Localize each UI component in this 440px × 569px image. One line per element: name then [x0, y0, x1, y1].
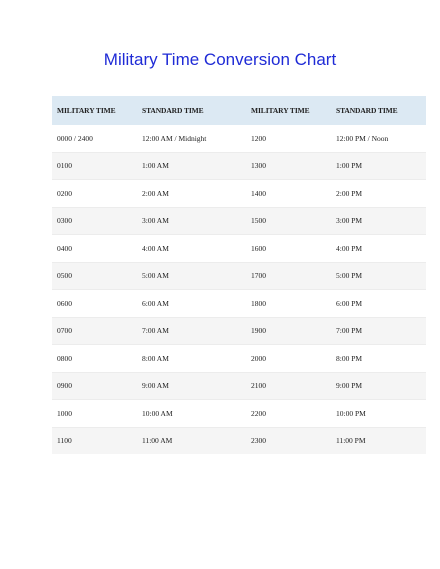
table-row [52, 317, 426, 345]
military-time-cell: 0500 [52, 262, 137, 290]
table-row [52, 152, 426, 180]
header-standard-time: STANDARD TIME [331, 96, 426, 125]
military-time-cell: 1000 [52, 400, 137, 428]
standard-time-cell: 2:00 AM [137, 180, 246, 208]
standard-time-cell: 4:00 PM [331, 235, 426, 263]
military-time-cell: 2200 [246, 400, 331, 428]
standard-time-cell: 1:00 PM [331, 152, 426, 180]
standard-time-cell: 6:00 AM [137, 290, 246, 318]
standard-time-cell: 11:00 AM [137, 427, 246, 454]
standard-time-cell: 8:00 PM [331, 345, 426, 373]
standard-time-cell: 2:00 PM [331, 180, 426, 208]
military-time-cell: 0700 [52, 317, 137, 345]
table-row [52, 400, 426, 428]
standard-time-cell: 12:00 PM / Noon [336, 133, 389, 143]
table-row [52, 207, 426, 235]
military-time-cell: 0800 [52, 345, 137, 373]
header-military-time: MILITARY TIME [52, 96, 137, 125]
military-time-cell: 2000 [246, 345, 331, 373]
table-row [52, 345, 426, 373]
table-row [52, 125, 426, 152]
table-row [52, 262, 426, 290]
standard-time-cell: 5:00 AM [137, 262, 246, 290]
header-standard-time: STANDARD TIME [137, 96, 246, 125]
standard-time-cell: 9:00 AM [137, 372, 246, 400]
military-time-cell: 1400 [246, 180, 331, 208]
page-title: Military Time Conversion Chart [103, 50, 337, 69]
military-time-cell: 0400 [52, 235, 137, 263]
conversion-table [52, 96, 426, 454]
table-row [52, 427, 426, 454]
standard-time-cell: 8:00 AM [137, 345, 246, 373]
military-time-cell: 1300 [246, 152, 331, 180]
standard-time-cell: 5:00 PM [331, 262, 426, 290]
standard-time-cell: 6:00 PM [331, 290, 426, 318]
standard-time-cell: 1:00 AM [137, 152, 246, 180]
table-row [52, 180, 426, 208]
military-time-cell: 2300 [246, 427, 331, 454]
military-time-cell: 1800 [246, 290, 331, 318]
military-time-cell: 0100 [52, 152, 137, 180]
military-time-cell: 0900 [52, 372, 137, 400]
standard-time-cell: 9:00 PM [331, 372, 426, 400]
military-time-cell: 2100 [246, 372, 331, 400]
military-time-cell: 1900 [246, 317, 331, 345]
military-time-cell: 1500 [246, 207, 331, 235]
military-time-cell: 1700 [246, 262, 331, 290]
military-time-cell: 0300 [52, 207, 137, 235]
header-military-time: MILITARY TIME [246, 96, 331, 125]
standard-time-cell: 12:00 AM / Midnight [142, 133, 207, 143]
standard-time-cell: 10:00 AM [137, 400, 246, 428]
table-row [52, 372, 426, 400]
standard-time-cell: 4:00 AM [137, 235, 246, 263]
standard-time-cell: 11:00 PM [331, 427, 426, 454]
table-row [52, 290, 426, 318]
standard-time-cell: 7:00 PM [331, 317, 426, 345]
standard-time-cell: 10:00 PM [331, 400, 426, 428]
standard-time-cell: 3:00 AM [137, 207, 246, 235]
military-time-cell: 0000 / 2400 [57, 133, 93, 143]
military-time-cell: 0200 [52, 180, 137, 208]
standard-time-cell: 3:00 PM [331, 207, 426, 235]
military-time-cell: 1200 [251, 133, 266, 143]
standard-time-cell: 7:00 AM [137, 317, 246, 345]
military-time-cell: 1600 [246, 235, 331, 263]
table-header-row [52, 96, 426, 125]
military-time-cell: 1100 [52, 427, 137, 454]
military-time-cell: 0600 [52, 290, 137, 318]
table-row [52, 235, 426, 263]
